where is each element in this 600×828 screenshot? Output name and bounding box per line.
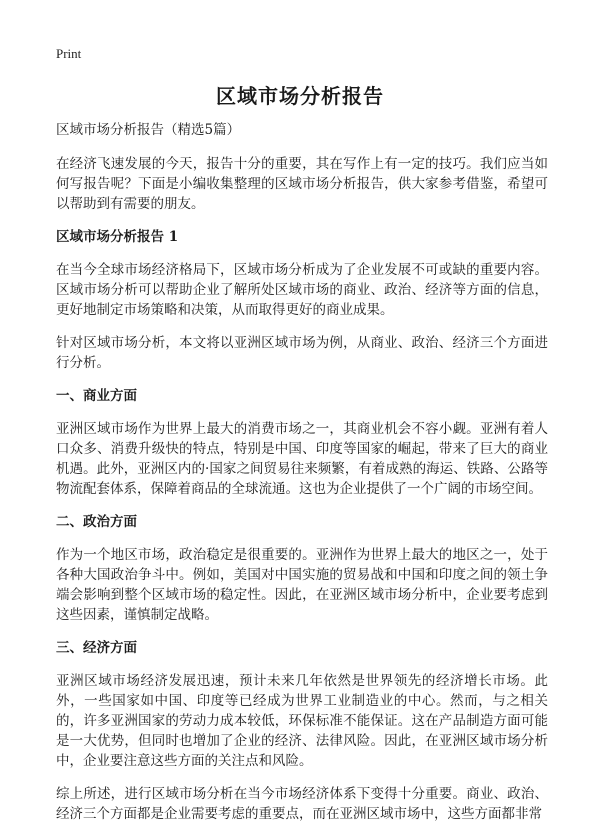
- paragraph-business: 亚洲区域市场作为世界上最大的消费市场之一，其商业机会不容小觑。亚洲有着人口众多、消费升级快的特点，特别是中国、印度等国家的崛起，带来了巨大的商业机遇。此外，亚洲区内的·国家之间贸易往来频繁，有着成熟的海运、铁路、公路等物流配套体系，保障着商品的全球流通。这也为企业提供了一个广阔的市场空间。: [56, 421, 548, 497]
- intro-paragraph: 在经济飞速发展的今天，报告十分的重要，其在写作上有一定的技巧。我们应当如何写报告呢？下面是小编收集整理的区域市场分析报告，供大家参考借鉴，希望可以帮助到有需要的朋友。: [56, 156, 548, 212]
- paragraph-economy: 亚洲区域市场经济发展迅速，预计未来几年依然是世界领先的经济增长市场。此外，一些国家如中国、印度等已经成为世界工业制造业的中心。然而，与之相关的，许多亚洲国家的劳动力成本较低，环保标准不能保证。这在产品制造方面可能是一大优势，但同时也增加了企业的经济、法律风险。因此，在亚洲区域市场分析中，企业要注意这些方面的关注点和风险。: [56, 673, 548, 769]
- paragraph-scope: 针对区域市场分析，本文将以亚洲区域市场为例，从商业、政治、经济三个方面进行分析。: [56, 335, 548, 371]
- article-body: [56, 120, 548, 828]
- section-heading-economy: 三、经济方面: [56, 640, 137, 656]
- print-link[interactable]: Print: [56, 46, 82, 61]
- section-heading-business: 一、商业方面: [56, 388, 137, 404]
- article-subtitle: 区域市场分析报告（精选5篇）: [56, 122, 241, 138]
- paragraph-politics: 作为一个地区市场，政治稳定是很重要的。亚洲作为世界上最大的地区之一，处于各种大国政治争斗中。例如，美国对中国实施的贸易战和中国和印度之间的领土争端会影响到整个区域市场的稳定性。因此，在亚洲区域市场分析中，企业要考虑到这些因素，谨慎制定战略。: [56, 547, 548, 623]
- section-heading-politics: 二、政治方面: [56, 514, 137, 530]
- report-1-heading: 区域市场分析报告 1: [56, 229, 179, 245]
- paragraph-overview: 在当今全球市场经济格局下，区域市场分析成为了企业发展不可或缺的重要内容。区域市场分析可以帮助企业了解所处区域市场的商业、政治、经济等方面的信息，更好地制定市场策略和决策，从而取得更好的商业成果。: [56, 262, 548, 318]
- page-title: 区域市场分析报告: [216, 84, 384, 108]
- paragraph-conclusion: 综上所述，进行区域市场分析在当今市场经济体系下变得十分重要。商业、政治、经济三个方面都是企业需要考虑的重要点，而在亚洲区域市场中，这些方面都非常: [56, 786, 548, 822]
